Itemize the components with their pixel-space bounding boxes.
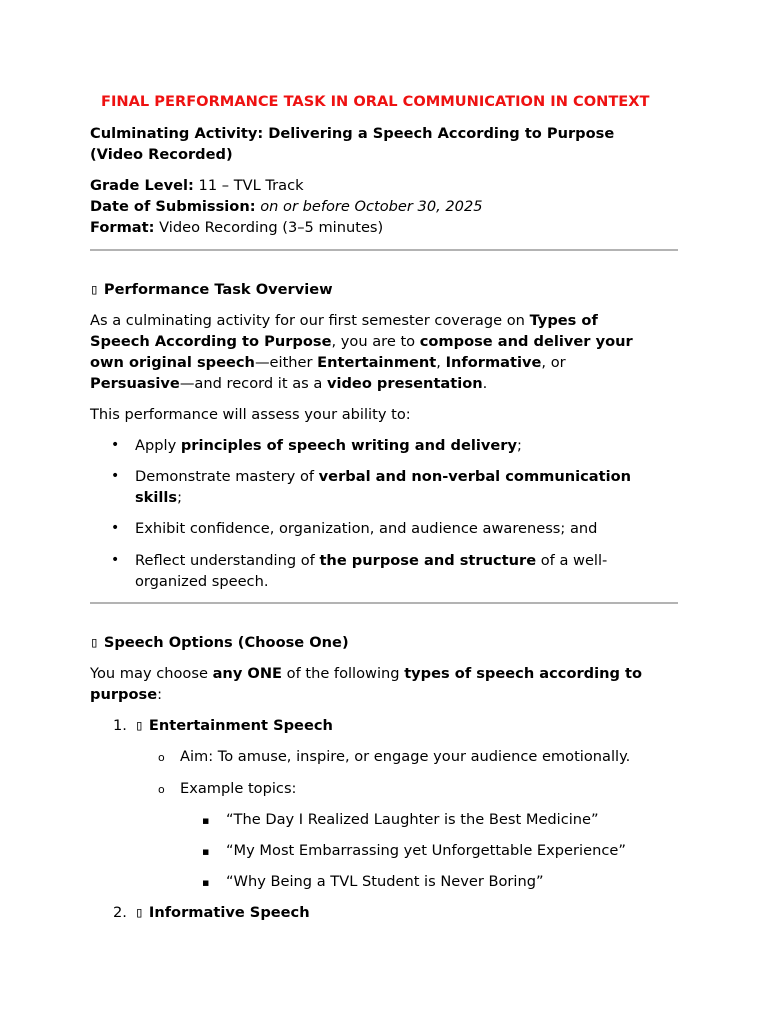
missing-glyph-icon: ▯ bbox=[135, 904, 144, 921]
activity-title-line1: Culminating Activity: Delivering a Speech According to Purpose bbox=[90, 125, 615, 142]
text-run: of the following bbox=[282, 665, 405, 682]
topic-item: “The Day I Realized Laughter is the Best Medicine” bbox=[226, 811, 599, 828]
overview-paragraph-line4 bbox=[90, 373, 487, 394]
list-item: Exhibit confidence, organization, and audience awareness; and bbox=[135, 520, 598, 537]
text-run: Demonstrate mastery of bbox=[135, 468, 319, 485]
grade-level-value: 11 – TVL Track bbox=[193, 177, 304, 194]
text-run: , or bbox=[541, 354, 566, 371]
list-item bbox=[135, 550, 607, 571]
grade-level-label: Grade Level: bbox=[90, 177, 194, 194]
list-item-continuation: organized speech. bbox=[135, 573, 269, 590]
list-number: 1. bbox=[113, 717, 127, 734]
text-run: verbal and non-verbal communication bbox=[318, 468, 632, 485]
overview-heading bbox=[90, 279, 333, 300]
text-run: purpose bbox=[90, 686, 158, 703]
entertainment-speech-heading bbox=[135, 715, 333, 736]
bullet-icon: • bbox=[111, 437, 120, 453]
overview-paragraph-line2 bbox=[90, 331, 633, 352]
text-run: Persuasive bbox=[90, 375, 180, 392]
text-run: , bbox=[436, 354, 446, 371]
topic-item: “My Most Embarrassing yet Unforgettable Experience” bbox=[226, 842, 626, 859]
list-item bbox=[135, 435, 522, 456]
example-topics-label: Example topics: bbox=[180, 780, 297, 797]
text-run: own original speech bbox=[90, 354, 255, 371]
text-run: You may choose bbox=[90, 665, 213, 682]
text-run: Informative bbox=[445, 354, 542, 371]
submission-date-value: on or before October 30, 2025 bbox=[255, 198, 483, 215]
format-line bbox=[90, 217, 383, 238]
text-run: —and record it as a bbox=[179, 375, 327, 392]
text-run: Entertainment Speech bbox=[148, 717, 333, 734]
document-title: FINAL PERFORMANCE TASK IN ORAL COMMUNICATION IN CONTEXT bbox=[101, 93, 650, 110]
circle-bullet-icon: o bbox=[158, 751, 165, 764]
missing-glyph-icon: ▯ bbox=[90, 634, 99, 651]
text-run: of a well- bbox=[536, 552, 608, 569]
speech-options-heading-text: Speech Options (Choose One) bbox=[103, 634, 349, 651]
options-paragraph-line1 bbox=[90, 663, 642, 684]
text-run: Types of bbox=[529, 312, 598, 329]
format-value: Video Recording (3–5 minutes) bbox=[154, 219, 384, 236]
text-run: Speech According to Purpose bbox=[90, 333, 332, 350]
square-bullet-icon: ▪ bbox=[202, 814, 210, 827]
text-run: Apply bbox=[135, 437, 181, 454]
text-run: types of speech according to bbox=[404, 665, 643, 682]
options-paragraph-line2 bbox=[90, 684, 162, 705]
text-run: Reflect understanding of bbox=[135, 552, 320, 569]
overview-paragraph-line1 bbox=[90, 310, 598, 331]
submission-date-line bbox=[90, 196, 483, 217]
bullet-icon: • bbox=[111, 520, 120, 536]
activity-title-line2: (Video Recorded) bbox=[90, 146, 233, 163]
assessment-intro: This performance will assess your ability to: bbox=[90, 406, 411, 423]
section-divider bbox=[90, 249, 678, 251]
text-run: —either bbox=[254, 354, 318, 371]
square-bullet-icon: ▪ bbox=[202, 876, 210, 889]
missing-glyph-icon: ▯ bbox=[90, 281, 99, 298]
text-run: Informative Speech bbox=[148, 904, 310, 921]
text-run: , you are to bbox=[331, 333, 420, 350]
text-run: . bbox=[482, 375, 488, 392]
text-run: skills bbox=[135, 489, 178, 506]
circle-bullet-icon: o bbox=[158, 783, 165, 796]
text-run: video presentation bbox=[326, 375, 483, 392]
overview-paragraph-line3 bbox=[90, 352, 566, 373]
text-run: : bbox=[157, 686, 163, 703]
text-run: ; bbox=[516, 437, 522, 454]
grade-level-line bbox=[90, 175, 304, 196]
text-run: any ONE bbox=[212, 665, 282, 682]
list-item-continuation bbox=[135, 487, 182, 508]
list-item bbox=[135, 466, 631, 487]
section-divider bbox=[90, 602, 678, 604]
square-bullet-icon: ▪ bbox=[202, 845, 210, 858]
text-run: the purpose and structure bbox=[319, 552, 537, 569]
bullet-icon: • bbox=[111, 468, 120, 484]
text-run: compose and deliver your bbox=[419, 333, 633, 350]
topic-item: “Why Being a TVL Student is Never Boring” bbox=[226, 873, 544, 890]
missing-glyph-icon: ▯ bbox=[135, 717, 144, 734]
list-number: 2. bbox=[113, 904, 127, 921]
overview-heading-text: Performance Task Overview bbox=[103, 281, 333, 298]
submission-date-label: Date of Submission: bbox=[90, 198, 256, 215]
text-run: As a culminating activity for our first semester coverage on bbox=[90, 312, 530, 329]
text-run: Entertainment bbox=[317, 354, 437, 371]
bullet-icon: • bbox=[111, 552, 120, 568]
format-label: Format: bbox=[90, 219, 155, 236]
informative-speech-heading bbox=[135, 902, 310, 923]
speech-aim: Aim: To amuse, inspire, or engage your audience emotionally. bbox=[180, 748, 631, 765]
text-run: ; bbox=[177, 489, 183, 506]
text-run: principles of speech writing and delivery bbox=[180, 437, 517, 454]
speech-options-heading bbox=[90, 632, 349, 653]
